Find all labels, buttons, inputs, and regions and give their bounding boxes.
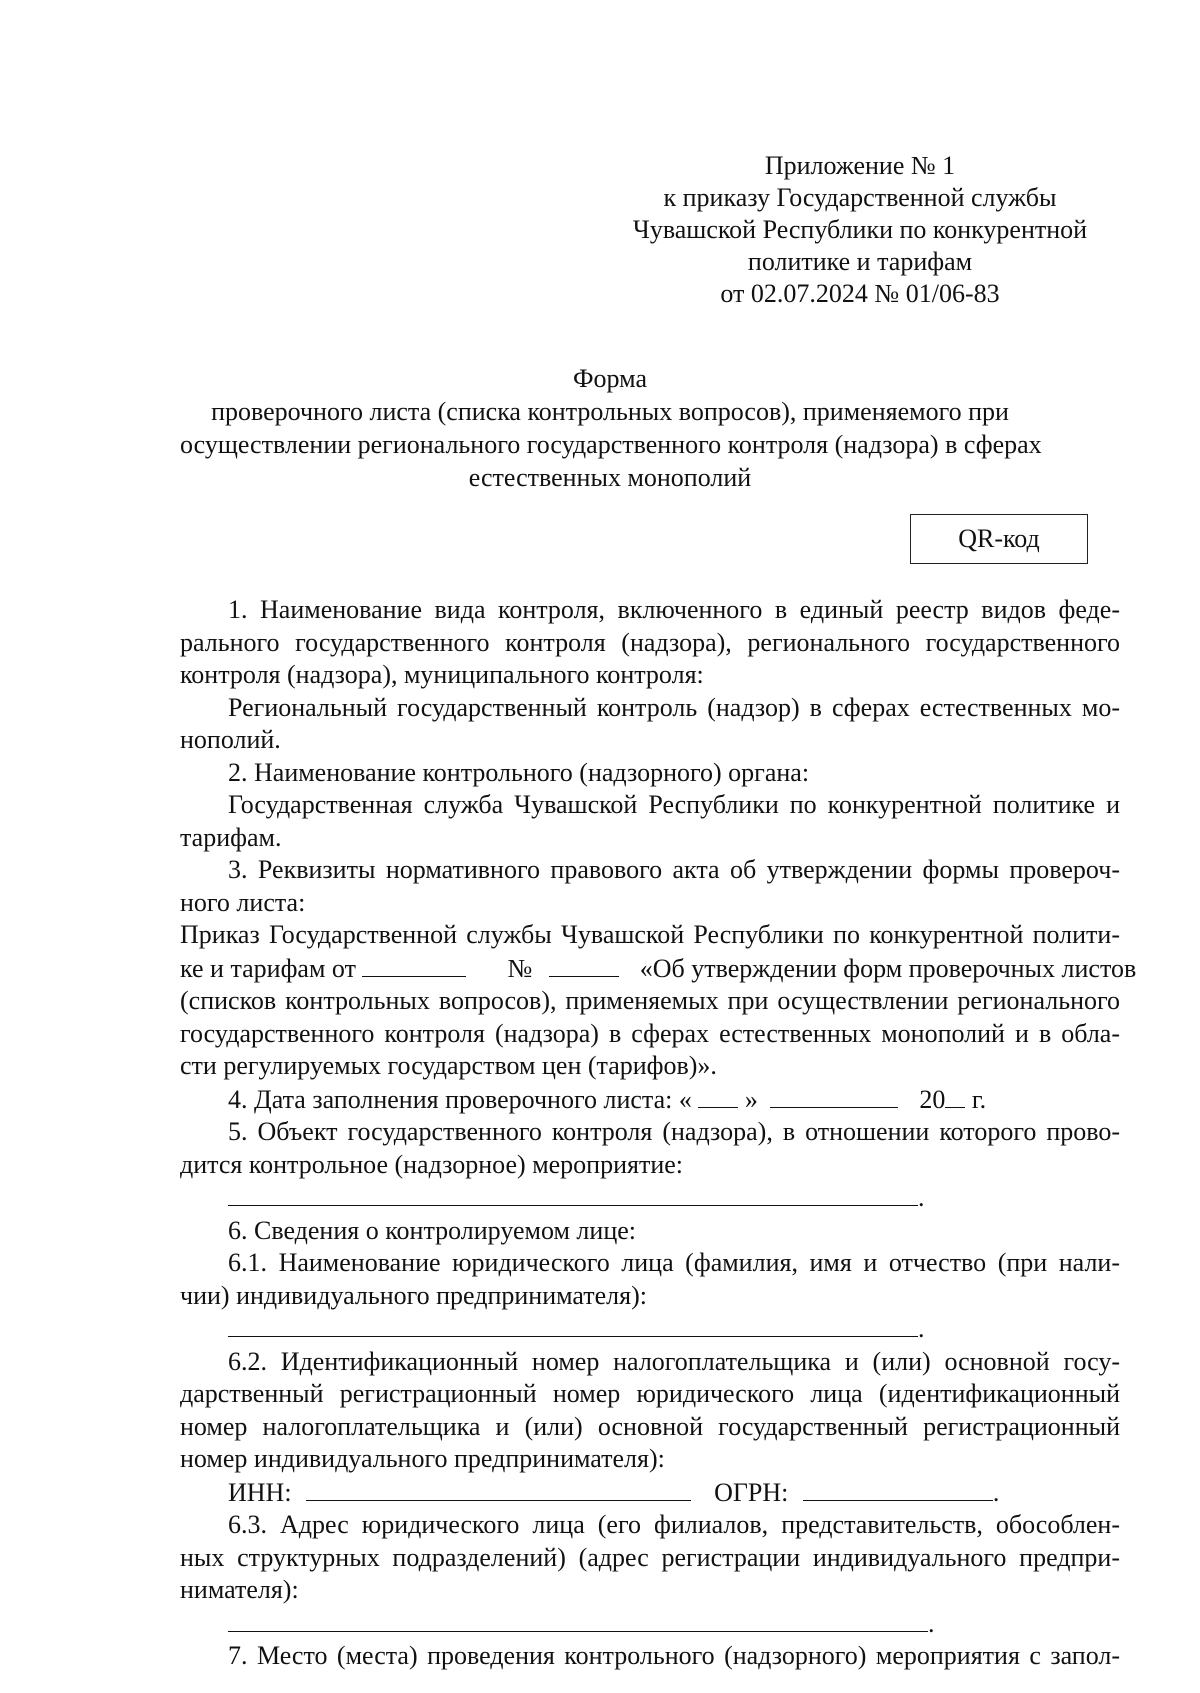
section-6-2-line: дарственный регистрационный номер юридического лица (идентификационный [180,1379,1120,1408]
qr-code-box: QR-код [910,514,1088,564]
section-6-3-line: 6.3. Адрес юридического лица (его филиалов, представительств, обособлен- [228,1510,1120,1539]
section-4-line [180,1083,1120,1117]
form-title [180,362,1040,494]
form-title-line: осуществлении регионального государственного контроля (надзора) в сферах [180,430,1042,459]
address-fill-row [180,1607,1120,1641]
inn-ogrn-row [180,1476,1120,1510]
fill-month-field[interactable] [770,1083,898,1108]
section-6-2-line: номер налогоплательщика и (или) основной государственный регистрационный [180,1411,1120,1441]
section-3-line: 3. Реквизиты нормативного правового акта об утверждении формы провероч- [228,855,1120,884]
inn-label: ИНН: [228,1477,292,1507]
section-3-line [180,952,1137,986]
line-end-dot: . [918,1183,925,1212]
year-prefix: 20 [919,1084,946,1114]
section-5-line: 5. Объект государственного контроля (надзора), в отношении которого прово- [228,1117,1120,1146]
section-3-line: Приказ Государственной службы Чувашской Республики по конкурентной полити- [180,920,1120,949]
section-2-line: Государственная служба Чувашской Республики по конкурентной политике и [228,790,1120,819]
appendix-line: Чувашской Республики по конкурентной [632,215,1088,244]
order-text: ке и тарифам от [180,953,356,983]
section-2-line: тарифам. [180,822,282,852]
section-6-2-line: 6.2. Идентификационный номер налогоплательщика и (или) основной госу- [228,1346,1120,1376]
entity-name-field[interactable] [228,1312,918,1337]
ogrn-label: ОГРН: [714,1477,789,1507]
fill-date-label: 4. Дата заполнения проверочного листа: « [228,1084,692,1114]
section-3-line: ного листа: [180,887,306,917]
section-6-heading: 6. Сведения о контролируемом лице: [228,1215,637,1245]
fill-day-field[interactable] [698,1083,738,1108]
section-3-line: государственного контроля (надзора) в сферах естественных монополий и в обла- [180,1018,1120,1048]
order-date-field[interactable] [362,952,466,977]
year-suffix: г. [971,1084,987,1114]
order-number-field[interactable] [549,952,619,977]
section-7-line: 7. Место (места) проведения контрольного (надзорного) мероприятия с запол- [228,1641,1120,1670]
section-3-line: сти регулируемых государством цен (тарифов)». [180,1051,717,1080]
line-end-dot: . [992,1477,1000,1507]
section-6-1-line: 6.1. Наименование юридического лица (фамилия, имя и отчество (при нали- [228,1248,1120,1277]
appendix-line: политике и тарифам [747,247,973,276]
section-1-line: нополий. [180,725,281,754]
section-1-line: Региональный государственный контроль (надзор) в сферах естественных мо- [228,692,1120,722]
quote-close: » [744,1084,758,1114]
appendix-line: от 02.07.2024 № 01/06-83 [720,279,1000,308]
section-1-line: рального государственного контроля (надзора), регионального государственного [180,627,1120,657]
line-end-dot: . [928,1608,935,1638]
form-title-line: естественных монополий [468,463,752,492]
appendix-line: Приложение № 1 [764,151,956,180]
order-title-text: «Об утверждении форм проверочных листов [639,953,1137,983]
address-field[interactable] [228,1607,928,1632]
line-end-dot: . [918,1314,925,1343]
appendix-header [600,150,1120,310]
number-sign: № [507,953,533,983]
section-5-line: дится контрольное (надзорное) мероприятие: [180,1149,684,1179]
ogrn-field[interactable] [803,1476,993,1501]
section-2-line: 2. Наименование контрольного (надзорного) органа: [228,757,810,787]
inn-field[interactable] [306,1476,691,1501]
section-1-line: контроля (надзора), муниципального контроля: [180,660,704,689]
object-field[interactable] [228,1181,918,1206]
section-6-1-line: чии) индивидуального предпринимателя): [180,1280,647,1310]
form-title-line: проверочного листа (списка контрольных вопросов), применяемого при [211,397,1009,426]
object-fill-row [180,1181,1120,1215]
form-body [180,594,1137,1673]
appendix-line: к приказу Государственной службы [663,183,1057,212]
section-6-3-line: нимателя): [180,1575,299,1604]
fill-year-field[interactable] [945,1083,965,1108]
section-1-line: 1. Наименование вида контроля, включенного в единый реестр видов феде- [228,595,1120,624]
section-3-line: (списков контрольных вопросов), применяемых при осуществлении регионального [180,986,1120,1015]
section-6-3-line: ных структурных подразделений) (адрес регистрации индивидуального предпри- [180,1542,1120,1572]
entity-name-fill-row [180,1312,1120,1346]
form-title-line: Форма [573,364,647,393]
section-6-2-line: номер индивидуального предпринимателя): [180,1444,665,1473]
